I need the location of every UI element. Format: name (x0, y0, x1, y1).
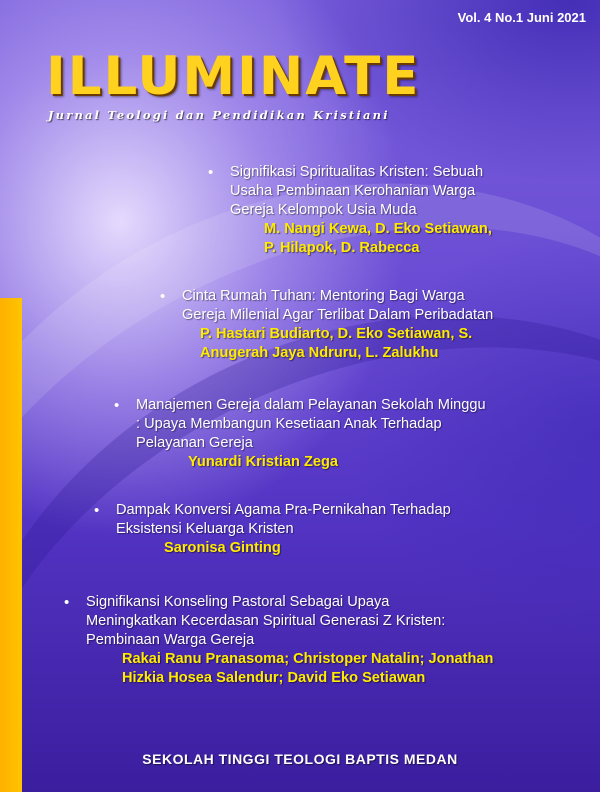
publisher-name: SEKOLAH TINGGI TEOLOGI BAPTIS MEDAN (142, 751, 458, 767)
article-entry (94, 501, 451, 558)
article-entry (114, 396, 486, 472)
article-title: Cinta Rumah Tuhan: Mentoring Bagi Warga Gereja Milenial Agar Terlibat Dalam Peribadatan (182, 288, 494, 323)
article-entry (160, 287, 494, 363)
article-title: Signifikasi Spiritualitas Kristen: Sebuah Usaha Pembinaan Kerohanian Warga Gereja Kelompok Usia Muda (230, 164, 484, 218)
article-entry (64, 593, 494, 688)
article-authors: Saronisa Ginting (164, 540, 281, 556)
bullet-icon: • (64, 594, 70, 611)
orange-side-strip (0, 298, 22, 792)
article-authors: Rakai Ranu Pranasoma; Christoper Natalin; Jonathan Hizkia Hosea Salendur; David Eko Setiawan (122, 651, 494, 686)
volume-info: Vol. 4 No.1 Juni 2021 (457, 10, 586, 25)
journal-title: ILLUMINATE (46, 46, 421, 107)
article-entry (208, 163, 492, 258)
journal-subtitle: Jurnal Teologi dan Pendidikan Kristiani (48, 108, 390, 122)
bullet-icon: • (114, 397, 120, 414)
bullet-icon: • (160, 288, 166, 305)
article-authors: M. Nangi Kewa, D. Eko Setiawan, P. Hilapok, D. Rabecca (264, 221, 492, 256)
article-authors: Yunardi Kristian Zega (188, 454, 339, 470)
article-authors: P. Hastari Budiarto, D. Eko Setiawan, S. Anugerah Jaya Ndruru, L. Zalukhu (200, 326, 473, 361)
bullet-icon: • (208, 164, 214, 181)
article-title: Signifikansi Konseling Pastoral Sebagai Upaya Meningkatkan Kecerdasan Spiritual Generasi Z Kristen: Pembinaan Warga Gereja (86, 594, 446, 648)
article-title: Manajemen Gereja dalam Pelayanan Sekolah Minggu : Upaya Membangun Kesetiaan Anak Terhadap Pelayanan Gereja (136, 397, 486, 451)
bullet-icon: • (94, 502, 100, 519)
article-title: Dampak Konversi Agama Pra-Pernikahan Terhadap Eksistensi Keluarga Kristen (116, 502, 451, 537)
